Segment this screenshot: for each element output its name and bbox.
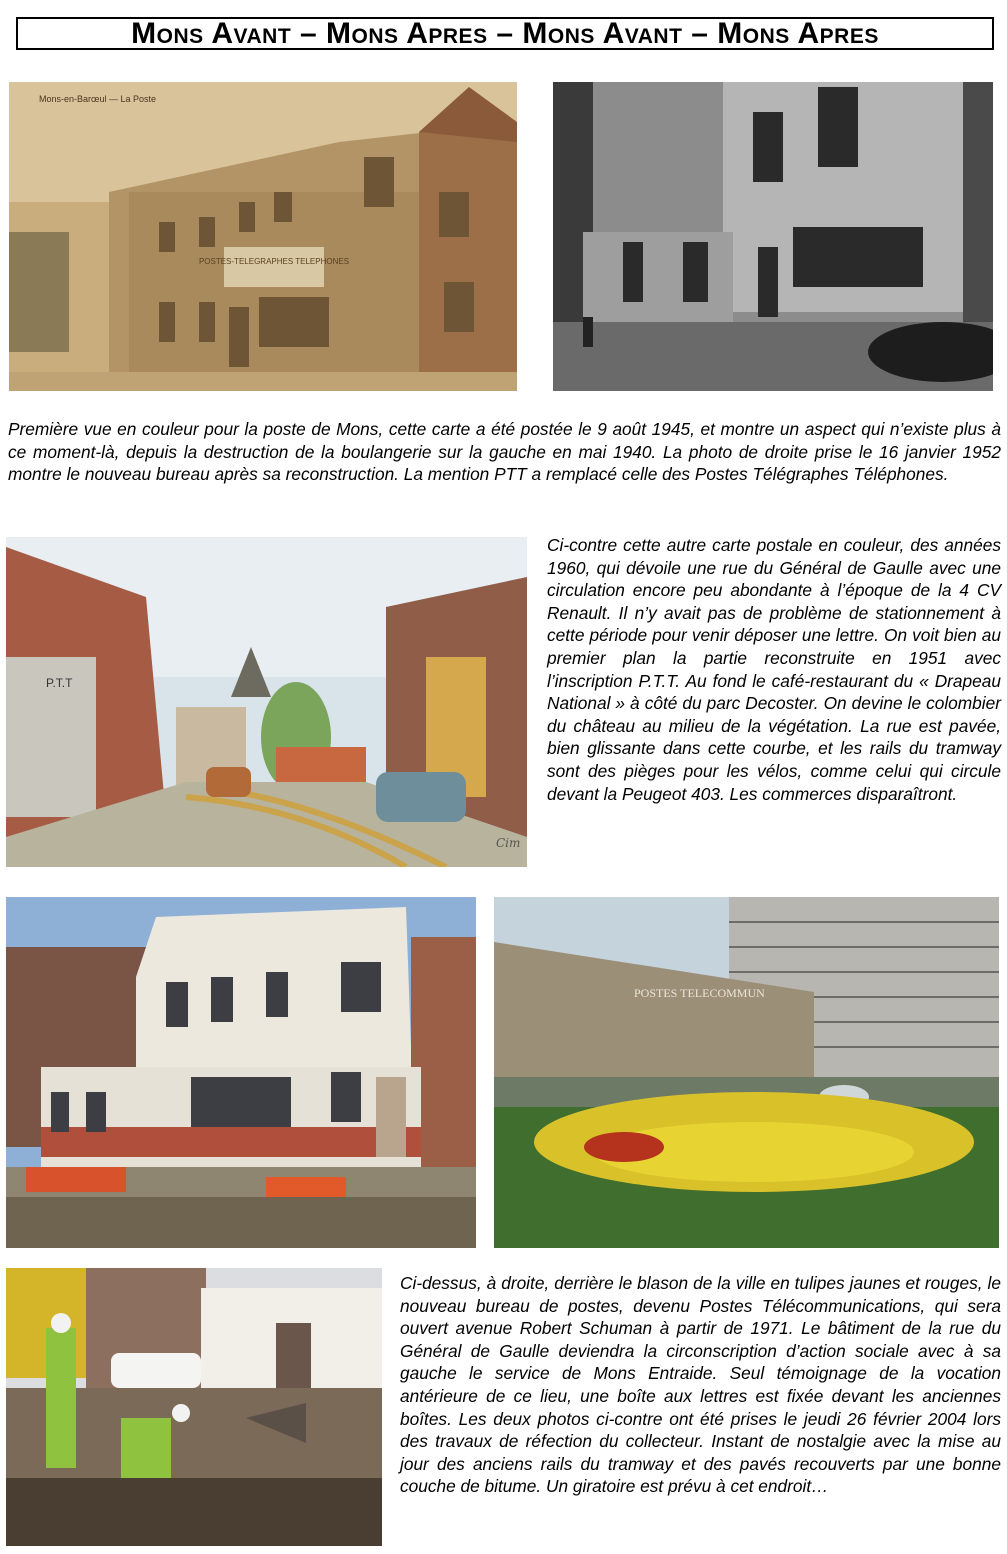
photo-1952-image [553, 82, 993, 391]
paragraph-2: Ci-contre cette autre carte postale en couleur, des années 1960, qui dévoile une rue du Général de Gaulle avec une circulation encore peu abondante à l’époque de la 4 CV Renault. Il n’y avait pas de problème de stationnement à cette période pour venir déposer une lettre. On voit bien au premier plan la partie reconstruite en 1951 avec l’inscription P.T.T. Au fond le café-restaurant du « Drapeau National » à côté du parc Decoster. On devine le colombier du château au milieu de la végétation. La rue est pavée, bien glissante dans cette courbe, et les rails du tramway sont des pièges pour les vélos, comme celui qui circule devant la Peugeot 403. Les commerces disparaîtront. [547, 535, 1001, 804]
page-title: Mons Avant – Mons Apres – Mons Avant – Mons Apres [131, 16, 879, 50]
paragraph-3: Ci-dessus, à droite, derrière le blason de la ville en tulipes jaunes et rouges, le nouveau bureau de postes, devenu Postes Télécommunications, qui sera ouvert avenue Robert Schuman à partir de 1971. Le bâtiment de la rue du Général de Gaulle deviendra la circonscription d’action sociale avec à sa gauche le service de Mons Entraide. Seul témoignage de la vocation antérieure de ce lieu, une boîte aux lettres est fixée devant les anciennes boîtes. Les deux photos ci-contre ont été prises le jeudi 26 février 2004 lors des travaux de réfection du collecteur. Instant de nostalgie avec la mise au jour des anciens rails du tramway et des pavés recouverts par une bonne couche de bitume. Un giratoire est prévu à cet endroit… [400, 1273, 1001, 1497]
postcard-1971-sign: POSTES TELECOMMUN [634, 986, 765, 1000]
postcard-1960-image [6, 537, 527, 867]
postcard-1960-sign: P.T.T [46, 676, 73, 690]
paragraph-1: Première vue en couleur pour la poste de Mons, cette carte a été postée le 9 août 1945, et montre un aspect qui n’existe plus à ce moment-là, depuis la destruction de la boulangerie sur la gauche en mai 1940. La photo de droite prise le 16 janvier 1952 montre le nouveau bureau après sa reconstruction. La mention PTT a remplacé celle des Postes Télégraphes Téléphones. [8, 419, 1001, 485]
page-title-banner [16, 17, 994, 50]
postcard-1945-image [9, 82, 517, 391]
postcard-1960-mark: Cim [496, 836, 521, 850]
photo-2004-building-image [6, 897, 476, 1248]
postcard-1-sign: POSTES-TELEGRAPHES TELEPHONES [198, 257, 350, 266]
postcard-1971-image [494, 897, 999, 1248]
postcard-1-caption: Mons-en-Barœul — La Poste [39, 94, 157, 104]
photo-2004-works-image [6, 1268, 382, 1546]
